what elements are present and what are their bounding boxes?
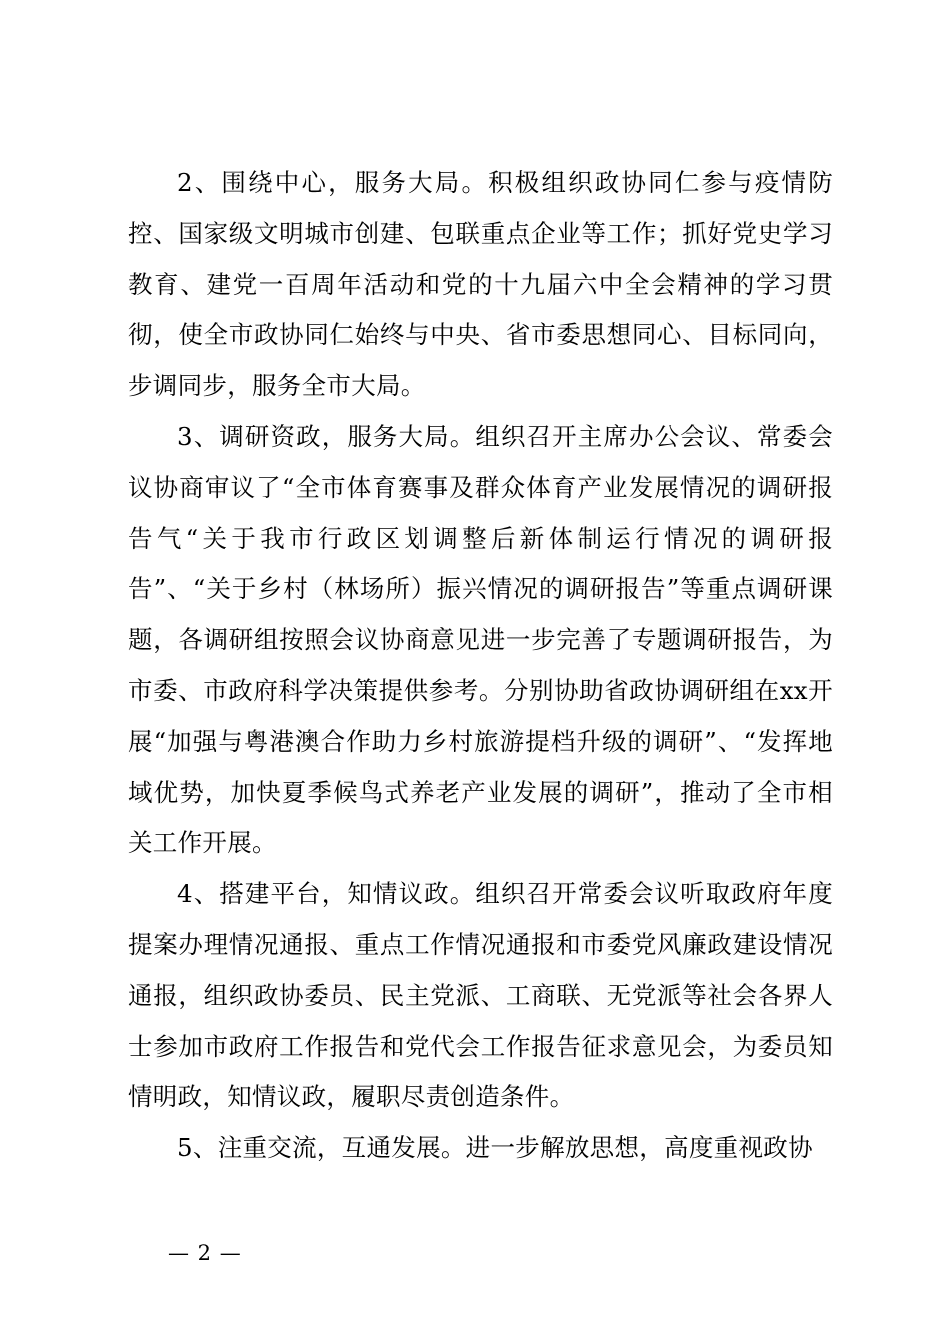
paragraph-item-5: 5、注重交流，互通发展。进一步解放思想，高度重视政协 [177,1133,813,1163]
document-body [128,158,833,1174]
page-number: — 2 — [168,1241,242,1265]
paragraph-item-2: 2、围绕中心，服务大局。积极组织政协同仁参与疫情防控、国家级文明城市创建、包联重点企业等工作；抓好党史学习教育、建党一百周年活动和党的十九届六中全会精神的学习贯彻，使全市政协同仁始终与中央、省市委思想同心、目标同向，步调同步，服务全市大局。 [128,168,833,401]
paragraph-item-3: 3、调研资政，服务大局。组织召开主席办公会议、常委会议协商审议了“全市体育赛事及群众体育产业发展情况的调研报告气“关于我市行政区划调整后新体制运行情况的调研报告”、“关于乡村（林场所）振兴情况的调研报告”等重点调研课题，各调研组按照会议协商意见进一步完善了专题调研报告，为市委、市政府科学决策提供参考。分别协助省政协调研组在xx开展“加强与粤港澳合作助力乡村旅游提档升级的调研”、“发挥地域优势，加快夏季候鸟式养老产业发展的调研”，推动了全市相关工作开展。 [128,421,833,858]
paragraph-item-4: 4、搭建平台，知情议政。组织召开常委会议听取政府年度提案办理情况通报、重点工作情况通报和市委党风廉政建设情况通报，组织政协委员、民主党派、工商联、无党派等社会各界人士参加市政府工作报告和党代会工作报告征求意见会，为委员知情明政，知情议政，履职尽责创造条件。 [128,879,833,1112]
